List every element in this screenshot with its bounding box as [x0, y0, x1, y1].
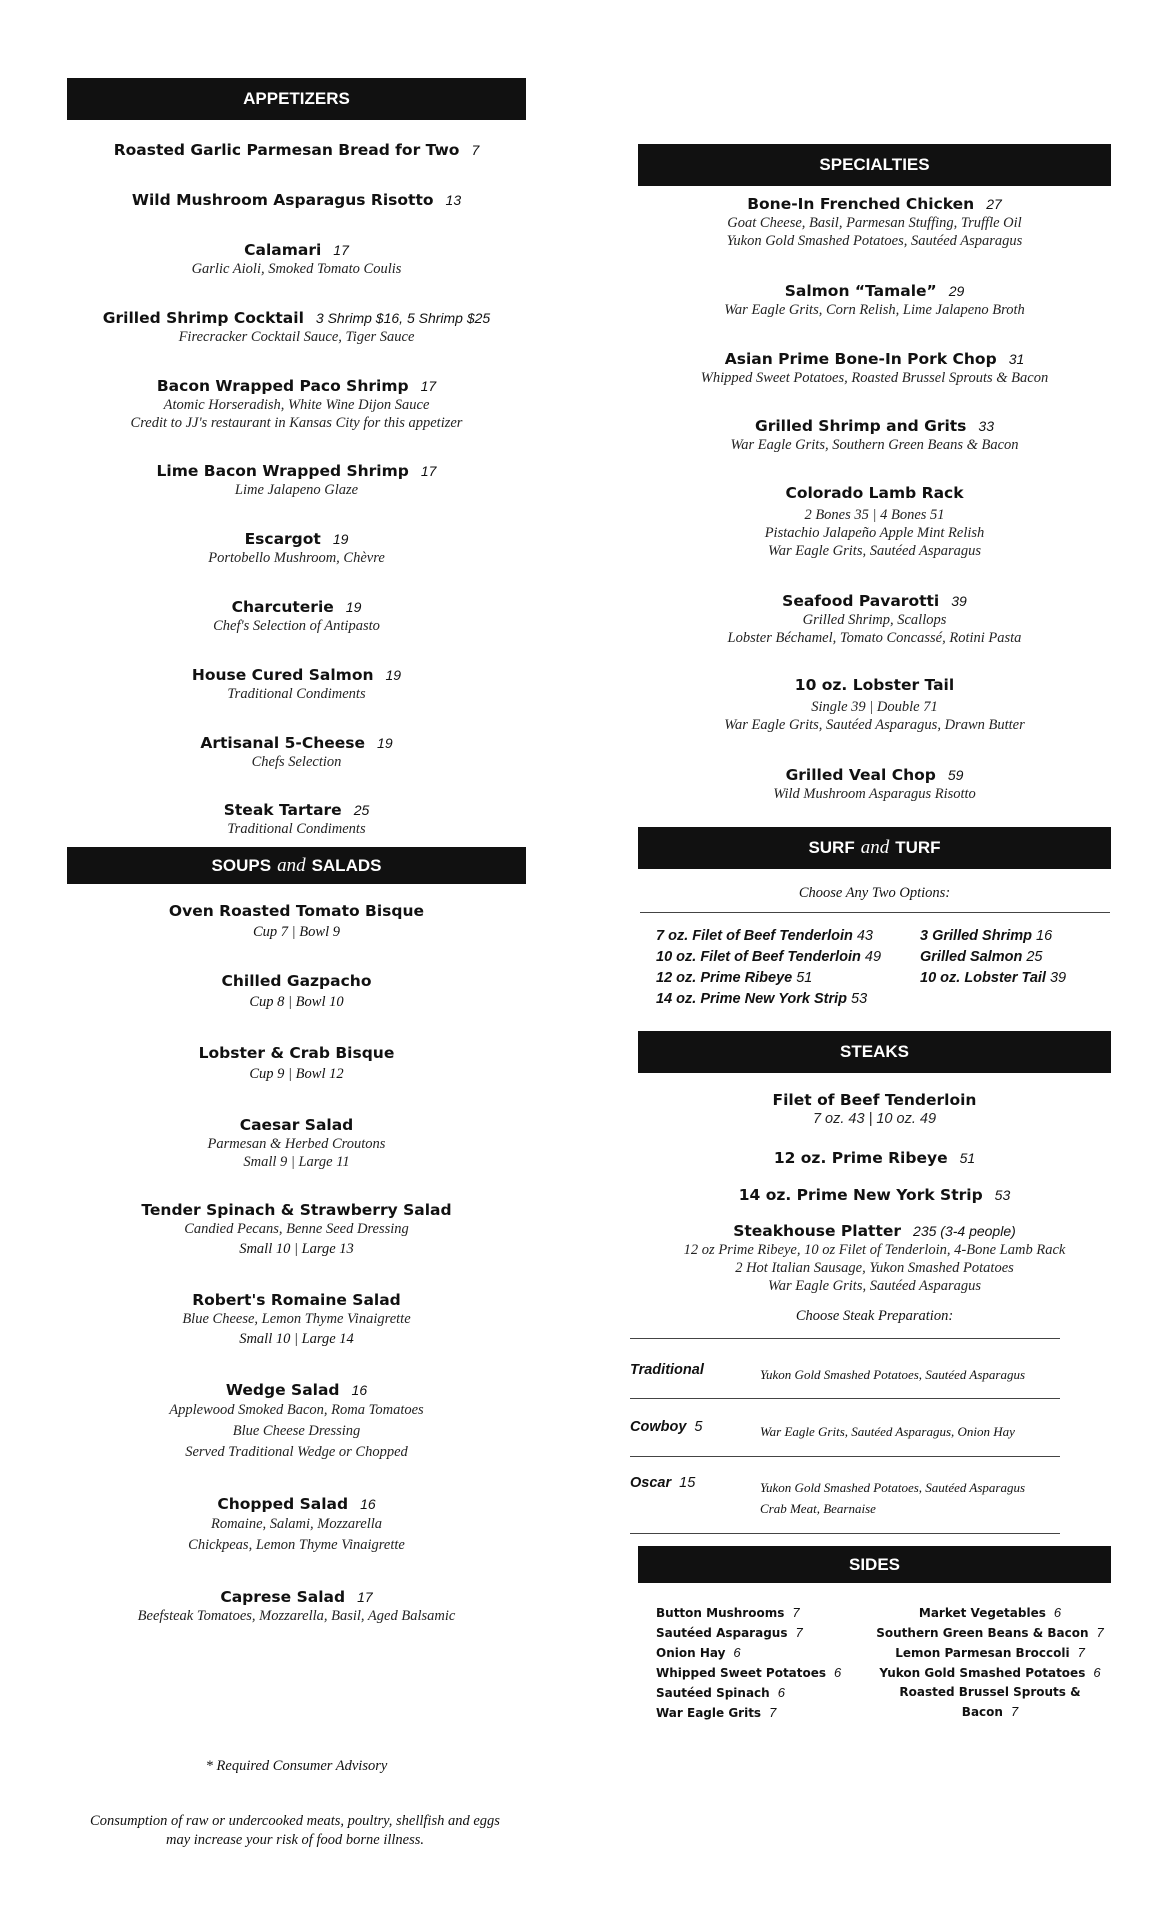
item-description: Portobello Mushroom, Chèvre [208, 550, 385, 566]
soups-salads-header: SOUPS and SALADS [67, 847, 526, 884]
specialty-item [638, 592, 1111, 647]
item-description: Pistachio Jalapeño Apple Mint Relish [764, 525, 985, 541]
item-size-options: Cup 8 | Bowl 10 [249, 994, 344, 1010]
steak-item [638, 1149, 1111, 1168]
item-name: Roasted Garlic Parmesan Bread for Two [113, 141, 460, 159]
item-description: Whipped Sweet Potatoes, Roasted Brussel Sprouts & Bacon [700, 370, 1049, 386]
item-name: Lime Bacon Wrapped Shrimp [156, 462, 409, 480]
soup-salad-item [67, 1381, 526, 1463]
appetizer-item [67, 734, 526, 771]
item-size-options: Small 9 | Large 11 [243, 1154, 350, 1170]
item-size-options: Small 10 | Large 14 [239, 1331, 354, 1347]
specialty-item [638, 766, 1111, 803]
item-name: Grilled Veal Chop [785, 766, 936, 784]
surf-turf-header: SURF and TURF [638, 827, 1111, 869]
item-price: 27 [986, 196, 1002, 212]
appetizer-item [67, 141, 526, 160]
list-item: Sautéed Asparagus 7 [656, 1625, 803, 1640]
item-price: 235 (3-4 people) [913, 1223, 1016, 1239]
item-description: Yukon Gold Smashed Potatoes, Sautéed Asparagus [726, 233, 1023, 249]
list-item: Button Mushrooms 7 [656, 1605, 800, 1620]
item-name: Salmon “Tamale” [784, 282, 937, 300]
item-description: Lobster Béchamel, Tomato Concassé, Rotini Pasta [727, 630, 1022, 646]
item-name: Colorado Lamb Rack [785, 484, 964, 502]
list-item: Whipped Sweet Potatoes 6 [656, 1665, 842, 1680]
item-name: Escargot [244, 530, 321, 548]
item-description: Chickpeas, Lemon Thyme Vinaigrette [188, 1537, 405, 1553]
list-item: Grilled Salmon 25 [920, 949, 1043, 965]
item-price: 17 [357, 1589, 373, 1605]
item-price: 19 [377, 735, 393, 751]
item-name: Wild Mushroom Asparagus Risotto [131, 191, 434, 209]
item-description: Chefs Selection [251, 754, 342, 770]
item-description: War Eagle Grits, Southern Green Beans & Bacon [730, 437, 1019, 453]
item-description: Blue Cheese Dressing [232, 1423, 361, 1439]
soup-salad-item [67, 1116, 526, 1171]
divider [630, 1456, 1060, 1457]
item-description: Lime Jalapeno Glaze [234, 482, 359, 498]
item-description: Traditional Condiments [227, 821, 366, 837]
item-size-options: Cup 7 | Bowl 9 [253, 924, 340, 940]
item-price: 53 [994, 1187, 1011, 1203]
item-description: War Eagle Grits, Corn Relish, Lime Jalapeno Broth [724, 302, 1025, 318]
item-price: 19 [345, 599, 362, 615]
appetizer-item [67, 241, 526, 278]
item-price: 29 [948, 283, 965, 299]
item-name: Chilled Gazpacho [221, 972, 372, 990]
list-item: 3 Grilled Shrimp 16 [920, 928, 1053, 944]
list-item: 10 oz. Lobster Tail 39 [920, 970, 1067, 986]
list-item: Sautéed Spinach 6 [656, 1685, 785, 1700]
list-item: Lemon Parmesan Broccoli 7 [895, 1645, 1085, 1660]
item-name: Grilled Shrimp and Grits [755, 417, 967, 435]
item-description: Blue Cheese, Lemon Thyme Vinaigrette [182, 1311, 411, 1327]
appetizer-item [67, 191, 526, 210]
appetizer-item [67, 530, 526, 567]
item-price: 16 [351, 1382, 368, 1398]
item-name: Bone-In Frenched Chicken [747, 195, 975, 213]
item-description: War Eagle Grits, Sautéed Asparagus [767, 543, 982, 559]
item-description: Wild Mushroom Asparagus Risotto [773, 786, 976, 802]
item-name: Grilled Shrimp Cocktail [102, 309, 304, 327]
divider [640, 912, 1110, 913]
item-price: 19 [332, 531, 349, 547]
list-item: 12 oz. Prime Ribeye 51 [656, 970, 813, 986]
list-item: Onion Hay 6 [656, 1645, 741, 1660]
soup-salad-item [67, 1588, 526, 1625]
item-name: Tender Spinach & Strawberry Salad [141, 1201, 452, 1219]
item-price: 25 [353, 802, 370, 818]
surf-turf-left-list [656, 926, 881, 1010]
preparation-option: Traditional [630, 1362, 704, 1378]
list-item: Roasted Brussel Sprouts & Bacon 7 [899, 1685, 1081, 1719]
surf-turf-right-list [920, 926, 1066, 989]
item-name: Caprese Salad [220, 1588, 346, 1606]
specialty-item [638, 417, 1111, 454]
item-description: War Eagle Grits, Sautéed Asparagus, Drawn Butter [724, 717, 1025, 733]
item-price: 17 [420, 463, 437, 479]
item-description: War Eagle Grits, Sautéed Asparagus [767, 1278, 982, 1294]
item-name: 12 oz. Prime Ribeye [773, 1149, 948, 1167]
item-name: Robert's Romaine Salad [192, 1291, 401, 1309]
item-price: 19 [385, 667, 402, 683]
sides-left-list [656, 1603, 841, 1723]
appetizer-item [67, 462, 526, 499]
item-price: 7 [471, 142, 480, 158]
item-name: Calamari [244, 241, 322, 259]
soup-salad-item [67, 1291, 526, 1348]
list-item: Yukon Gold Smashed Potatoes 6 [879, 1665, 1101, 1680]
item-name: 10 oz. Lobster Tail [794, 676, 955, 694]
item-name: Filet of Beef Tenderloin [772, 1091, 977, 1109]
consumer-advisory-title: * Required Consumer Advisory [205, 1758, 388, 1774]
item-price: 51 [959, 1150, 976, 1166]
item-description: Parmesan & Herbed Croutons [207, 1136, 386, 1152]
item-size-options: Cup 9 | Bowl 12 [249, 1066, 344, 1082]
item-name: Steakhouse Platter [733, 1222, 902, 1240]
appetizer-item [67, 598, 526, 635]
item-name: Bacon Wrapped Paco Shrimp [156, 377, 409, 395]
steak-item [638, 1186, 1111, 1205]
soup-salad-item [67, 1495, 526, 1556]
item-price: 39 [951, 593, 967, 609]
item-name: Lobster & Crab Bisque [198, 1044, 395, 1062]
item-name: Steak Tartare [223, 801, 342, 819]
item-price: 13 [445, 192, 462, 208]
specialty-item [638, 676, 1111, 734]
item-description: Traditional Condiments [227, 686, 366, 702]
specialty-item [638, 195, 1111, 250]
sides-right-list [872, 1603, 1108, 1722]
item-description: Credit to JJ's restaurant in Kansas City for this appetizer [130, 415, 463, 431]
soup-salad-item [67, 972, 526, 1011]
item-price: 17 [420, 378, 437, 394]
item-description: 12 oz Prime Ribeye, 10 oz Filet of Tenderloin, 4-Bone Lamb Rack [683, 1242, 1066, 1258]
item-description: Candied Pecans, Benne Seed Dressing [184, 1221, 409, 1237]
divider [630, 1338, 1060, 1339]
item-name: Wedge Salad [225, 1381, 340, 1399]
item-description: 2 Hot Italian Sausage, Yukon Smashed Potatoes [735, 1260, 1014, 1276]
item-description: Firecracker Cocktail Sauce, Tiger Sauce [178, 329, 415, 345]
item-description: Applewood Smoked Bacon, Roma Tomatoes [169, 1402, 424, 1418]
preparation-description: War Eagle Grits, Sautéed Asparagus, Onion Hay [760, 1424, 1015, 1439]
divider [630, 1533, 1060, 1534]
preparation-description: Yukon Gold Smashed Potatoes, Sautéed Asparagus [760, 1367, 1026, 1382]
item-name: Charcuterie [231, 598, 334, 616]
list-item: Southern Green Beans & Bacon 7 [876, 1625, 1104, 1640]
item-description: Goat Cheese, Basil, Parmesan Stuffing, Truffle Oil [727, 215, 1022, 231]
item-description: Garlic Aioli, Smoked Tomato Coulis [191, 261, 402, 277]
item-description: Served Traditional Wedge or Chopped [185, 1444, 408, 1460]
item-name: Asian Prime Bone-In Pork Chop [724, 350, 997, 368]
steaks-header: STEAKS [638, 1031, 1111, 1073]
item-description: Beefsteak Tomatoes, Mozzarella, Basil, Aged Balsamic [137, 1608, 456, 1624]
appetizer-item [67, 309, 526, 346]
specialty-item [638, 350, 1111, 387]
list-item: 14 oz. Prime New York Strip 53 [656, 991, 868, 1007]
surf-turf-intro: Choose Any Two Options: [798, 885, 951, 901]
steak-item [638, 1222, 1111, 1295]
item-name: 14 oz. Prime New York Strip [738, 1186, 983, 1204]
item-size-options: Small 10 | Large 13 [239, 1241, 354, 1257]
appetizer-item [67, 801, 526, 838]
list-item: War Eagle Grits 7 [656, 1705, 777, 1720]
steak-preparation-intro: Choose Steak Preparation: [795, 1308, 954, 1324]
item-name: Seafood Pavarotti [782, 592, 940, 610]
item-description: Chef's Selection of Antipasto [213, 618, 380, 634]
item-name: Caesar Salad [239, 1116, 354, 1134]
item-price: 31 [1008, 351, 1025, 367]
item-description: 2 Bones 35 | 4 Bones 51 [804, 507, 945, 523]
item-name: Chopped Salad [217, 1495, 349, 1513]
preparation-description: Yukon Gold Smashed Potatoes, Sautéed Asparagus Crab Meat, Bearnaise [760, 1480, 1026, 1516]
steak-item [638, 1091, 1111, 1128]
preparation-option: Cowboy 5 [630, 1419, 703, 1435]
specialty-item [638, 282, 1111, 319]
list-item: 7 oz. Filet of Beef Tenderloin 43 [656, 928, 873, 944]
item-price: 59 [947, 767, 964, 783]
list-item: Market Vegetables 6 [918, 1605, 1062, 1620]
sides-header: SIDES [638, 1546, 1111, 1583]
specialties-header: SPECIALTIES [638, 144, 1111, 186]
specialty-item [638, 484, 1111, 560]
item-description: Atomic Horseradish, White Wine Dijon Sauce [163, 397, 430, 413]
item-description: Single 39 | Double 71 [811, 699, 938, 715]
item-description: Romaine, Salami, Mozzarella [210, 1516, 383, 1532]
item-price: 16 [360, 1496, 376, 1512]
item-price: 3 Shrimp $16, 5 Shrimp $25 [315, 310, 491, 326]
item-name: Artisanal 5-Cheese [200, 734, 366, 752]
soup-salad-item [67, 1044, 526, 1083]
consumer-advisory-text: Consumption of raw or undercooked meats, poultry, shellfish and eggs may increase your risk of food borne illness. [90, 1813, 500, 1848]
item-name: House Cured Salmon [191, 666, 374, 684]
list-item: 10 oz. Filet of Beef Tenderloin 49 [656, 949, 882, 965]
divider [630, 1398, 1060, 1399]
item-description: Grilled Shrimp, Scallops [802, 612, 947, 628]
item-price: 17 [333, 242, 349, 258]
soup-salad-item [67, 1201, 526, 1258]
preparation-option: Oscar 15 [630, 1475, 696, 1491]
item-price: 33 [978, 418, 994, 434]
appetizer-item [67, 666, 526, 703]
soup-salad-item [67, 902, 526, 941]
appetizer-item [67, 377, 526, 432]
appetizers-header: APPETIZERS [67, 78, 526, 120]
item-name: Oven Roasted Tomato Bisque [168, 902, 425, 920]
item-description: 7 oz. 43 | 10 oz. 49 [812, 1111, 937, 1127]
